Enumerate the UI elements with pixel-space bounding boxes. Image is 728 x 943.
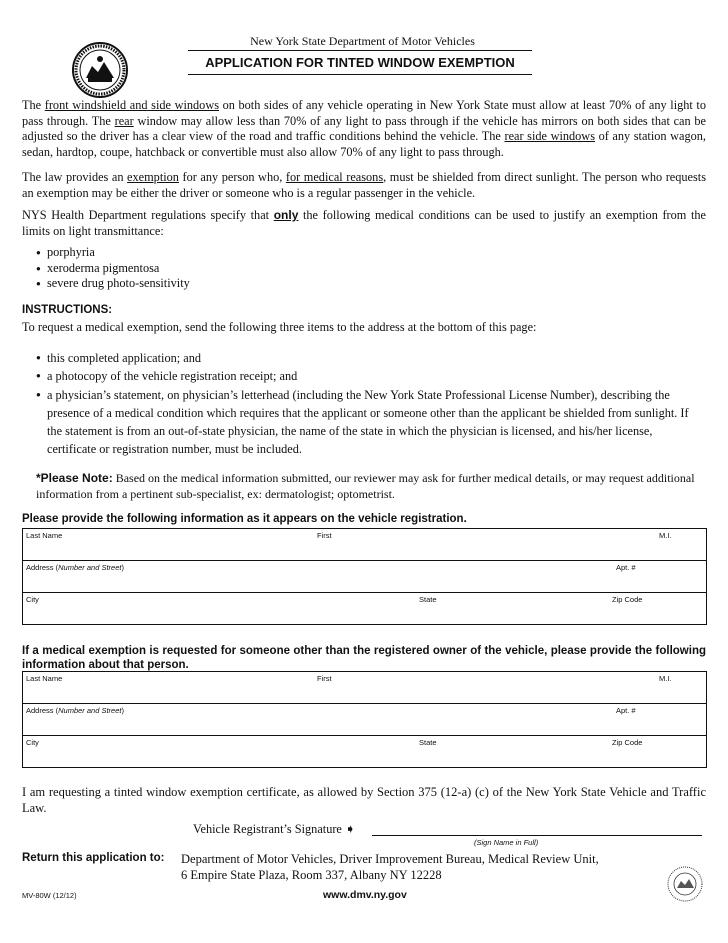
return-address: Department of Motor Vehicles, Driver Improvement Bureau, Medical Review Unit, 6 Empire State Plaza, Room 337, Albany NY 12228 bbox=[181, 852, 599, 882]
name-row[interactable] bbox=[23, 529, 706, 561]
list-item: ● this completed application; and bbox=[36, 349, 692, 367]
section1-heading: Please provide the following information as it appears on the vehicle registration. bbox=[22, 513, 467, 525]
instructions-intro: To request a medical exemption, send the following three items to the address at the bottom of this page: bbox=[22, 320, 537, 334]
list-item: ● porphyria bbox=[36, 245, 190, 261]
list-item: ● xeroderma pigmentosa bbox=[36, 261, 190, 277]
section2-heading: If a medical exemption is requested for someone other than the registered owner of the vehicle, please provide the following information about that person. bbox=[22, 645, 706, 671]
mi-label: M.I. bbox=[659, 674, 672, 683]
arrow-right-icon: ➧ bbox=[344, 822, 356, 836]
signature-line[interactable] bbox=[372, 835, 702, 836]
please-note bbox=[36, 470, 706, 502]
city-label: City bbox=[26, 595, 39, 604]
intro-paragraph-exemption: The law provides an exemption for any person who, for medical reasons, must be shielded from direct sunlight. The person who requests an exemption may be either the driver or someone who is a regular passenger in the vehicle. bbox=[22, 170, 706, 200]
nys-seal-logo bbox=[72, 42, 128, 98]
state-label: State bbox=[419, 738, 437, 747]
city-label: City bbox=[26, 738, 39, 747]
registrant-form bbox=[22, 528, 707, 625]
form-number: MV-80W (12/12) bbox=[22, 891, 77, 900]
note-label: *Please Note: bbox=[36, 471, 113, 485]
address-label: Address (Number and Street) bbox=[26, 563, 124, 572]
address-row[interactable] bbox=[23, 561, 706, 593]
mi-label: M.I. bbox=[659, 531, 672, 540]
note-text: Based on the medical information submitted, our reviewer may ask for further medical details, or may request additional information from a pertinent sub-specialist, ex: dermatologist; optometrist. bbox=[36, 471, 695, 501]
instructions-list bbox=[36, 349, 692, 459]
page-title: APPLICATION FOR TINTED WINDOW EXEMPTION bbox=[188, 50, 532, 75]
list-item: ● severe drug photo-sensitivity bbox=[36, 276, 190, 292]
intro-paragraph-conditions: NYS Health Department regulations specify that only the following medical conditions can be used to justify an exemption from the limits on light transmittance: bbox=[22, 208, 706, 238]
intro-paragraph-windows: The front windshield and side windows on both sides of any vehicle operating in New York State must allow at least 70% of any light to pass through. The rear window may allow less than 70% of any light to pass through if the vehicle has mirrors on both sides that can be adjusted so the driver has a clear view of the road and traffic conditions behind the vehicle. The rear side windows of any station wagon, sedan, hardtop, coupe, hatchback or convertible must also allow 70% of any light to pass through. bbox=[22, 98, 707, 159]
list-item: ● a photocopy of the vehicle registration receipt; and bbox=[36, 367, 692, 385]
last-name-label: Last Name bbox=[26, 674, 63, 683]
conditions-list bbox=[36, 245, 190, 292]
nys-seal-small-logo bbox=[667, 866, 703, 902]
name-row[interactable] bbox=[23, 672, 706, 704]
agency-name: New York State Department of Motor Vehicles bbox=[250, 34, 475, 48]
first-name-label: First bbox=[317, 674, 332, 683]
request-statement: I am requesting a tinted window exemption certificate, as allowed by Section 375 (12-a) (c) of the New York State Vehicle and Traffic Law. bbox=[22, 785, 706, 815]
apt-label: Apt. # bbox=[616, 563, 636, 572]
zip-label: Zip Code bbox=[612, 595, 643, 604]
address-label: Address (Number and Street) bbox=[26, 706, 124, 715]
city-row[interactable] bbox=[23, 736, 706, 767]
first-name-label: First bbox=[317, 531, 332, 540]
sign-hint: (Sign Name in Full) bbox=[474, 838, 539, 847]
state-label: State bbox=[419, 595, 437, 604]
signature-label: Vehicle Registrant’s Signature ➧ bbox=[193, 822, 356, 836]
address-row[interactable] bbox=[23, 704, 706, 736]
passenger-form bbox=[22, 671, 707, 768]
list-item: ● a physician’s statement, on physician’s letterhead (including the New York State Professional License Number), describing the presence of a medical condition which requires that the applicant or someone other than the applicant be shielded from sunlight. If the statement is from an out-of-state physician, the name of the state in which the physician is licensed, and his/her license, certificate or registration number, must be included. bbox=[36, 386, 692, 459]
return-label: Return this application to: bbox=[22, 852, 165, 864]
instructions-heading: INSTRUCTIONS: bbox=[22, 304, 113, 316]
apt-label: Apt. # bbox=[616, 706, 636, 715]
city-row[interactable] bbox=[23, 593, 706, 624]
last-name-label: Last Name bbox=[26, 531, 63, 540]
zip-label: Zip Code bbox=[612, 738, 643, 747]
website-link[interactable]: www.dmv.ny.gov bbox=[323, 889, 407, 901]
